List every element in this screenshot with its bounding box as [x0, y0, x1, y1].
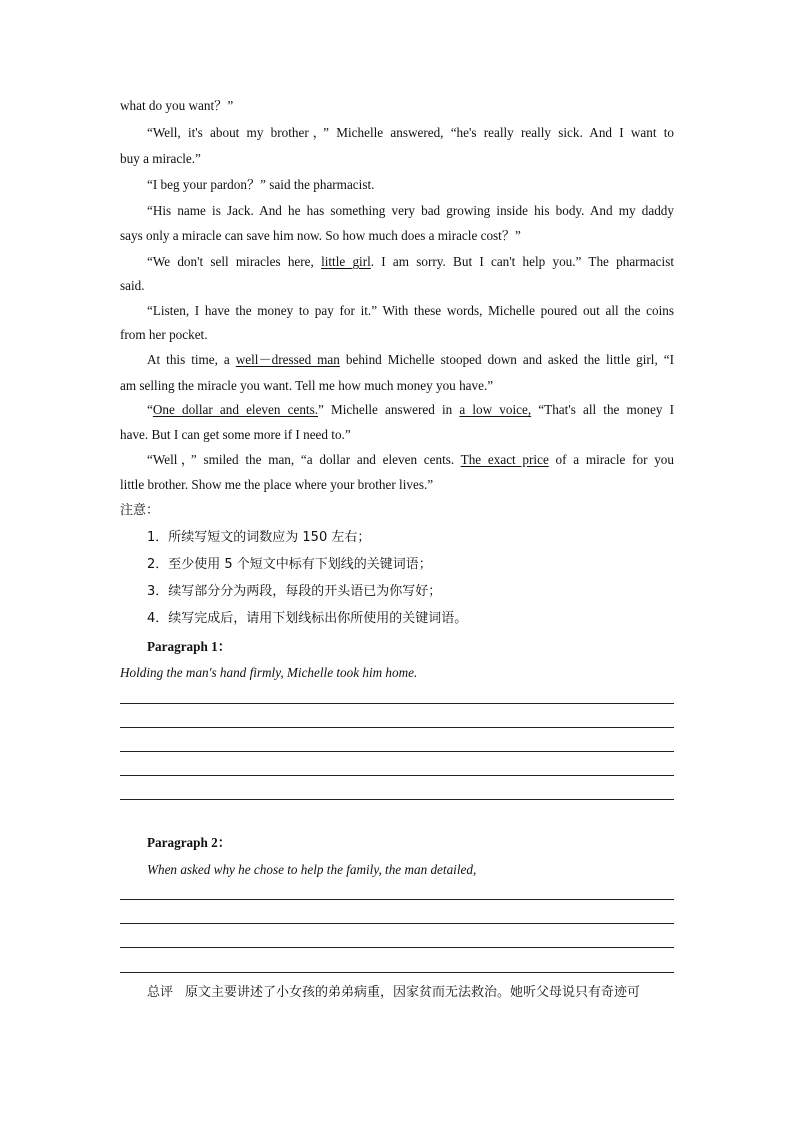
- story-line: said.: [120, 278, 145, 293]
- story-line: what do you want？”: [120, 98, 234, 113]
- key-phrase-low-voice: a low voice,: [459, 402, 532, 417]
- story-line: “Listen, I have the money to pay for it.” With these words, Michelle poured out all the coins: [147, 303, 674, 318]
- writing-line[interactable]: [120, 751, 674, 752]
- story-line: [147, 352, 674, 368]
- note-item: 4．续写完成后，请用下划线标出你所使用的关键词语。: [147, 611, 468, 626]
- note-item: 3．续写部分分为两段，每段的开头语已为你写好；: [147, 584, 442, 599]
- story-text: At this time, a: [147, 352, 236, 367]
- review-text: 原文主要讲述了小女孩的弟弟病重，因家贫而无法救治。她听父母说只有奇迹可: [185, 985, 641, 1000]
- story-line: says only a miracle can save him now. So how much does a miracle cost？”: [120, 228, 521, 243]
- review-label: 总评: [147, 985, 174, 1000]
- story-text: behind Michelle stooped down and asked the little girl, “I: [339, 352, 674, 367]
- key-phrase-one-dollar: One dollar and eleven cents.: [152, 402, 319, 417]
- story-line: buy a miracle.”: [120, 151, 201, 166]
- story-line: [147, 452, 674, 468]
- story-line: [147, 254, 674, 270]
- story-line: little brother. Show me the place where your brother lives.”: [120, 477, 434, 492]
- story-text: of a miracle for you: [548, 452, 674, 467]
- paragraph2-opening: When asked why he chose to help the family, the man detailed,: [147, 862, 477, 877]
- writing-line[interactable]: [120, 972, 674, 973]
- story-line: “Well, it's about my brother，” Michelle answered, “he's really really sick. And I want to: [147, 125, 674, 140]
- writing-line[interactable]: [120, 899, 674, 900]
- note-item: 1．所续写短文的词数应为 150 左右；: [147, 530, 371, 545]
- story-line: am selling the miracle you want. Tell me how much money you have.”: [120, 378, 494, 393]
- key-phrase-exact-price: The exact price: [460, 452, 549, 467]
- story-text: “That's all the money I: [531, 402, 674, 417]
- note-item: 2．至少使用 5 个短文中标有下划线的关键词语；: [147, 557, 432, 572]
- key-phrase-little-girl: little girl: [321, 254, 371, 269]
- writing-line[interactable]: [120, 923, 674, 924]
- writing-line[interactable]: [120, 703, 674, 704]
- writing-line[interactable]: [120, 775, 674, 776]
- story-line: “His name is Jack. And he has something very bad growing inside his body. And my daddy: [147, 203, 674, 218]
- writing-line[interactable]: [120, 727, 674, 728]
- paragraph2-heading: Paragraph 2：: [147, 835, 231, 850]
- key-phrase-well-dressed-man: well－dressed man: [235, 352, 340, 367]
- story-text: “Well，” smiled the man, “a dollar and eleven cents.: [147, 452, 461, 467]
- story-text: . I am sorry. But I can't help you.” The pharmacist: [370, 254, 674, 269]
- review-line: [147, 985, 640, 1001]
- story-text: “: [147, 402, 153, 417]
- writing-line[interactable]: [120, 947, 674, 948]
- story-line: [147, 402, 674, 418]
- story-line: “I beg your pardon？” said the pharmacist.: [147, 177, 375, 192]
- paragraph1-heading: Paragraph 1：: [147, 639, 231, 654]
- paragraph1-opening: Holding the man's hand firmly, Michelle took him home.: [120, 665, 418, 680]
- story-line: have. But I can get some more if I need to.”: [120, 427, 351, 442]
- story-line: from her pocket.: [120, 327, 208, 342]
- writing-line[interactable]: [120, 799, 674, 800]
- notes-title: 注意：: [120, 503, 160, 518]
- story-text: ” Michelle answered in: [318, 402, 460, 417]
- document-page: [120, 0, 674, 1123]
- story-text: “We don't sell miracles here,: [147, 254, 322, 269]
